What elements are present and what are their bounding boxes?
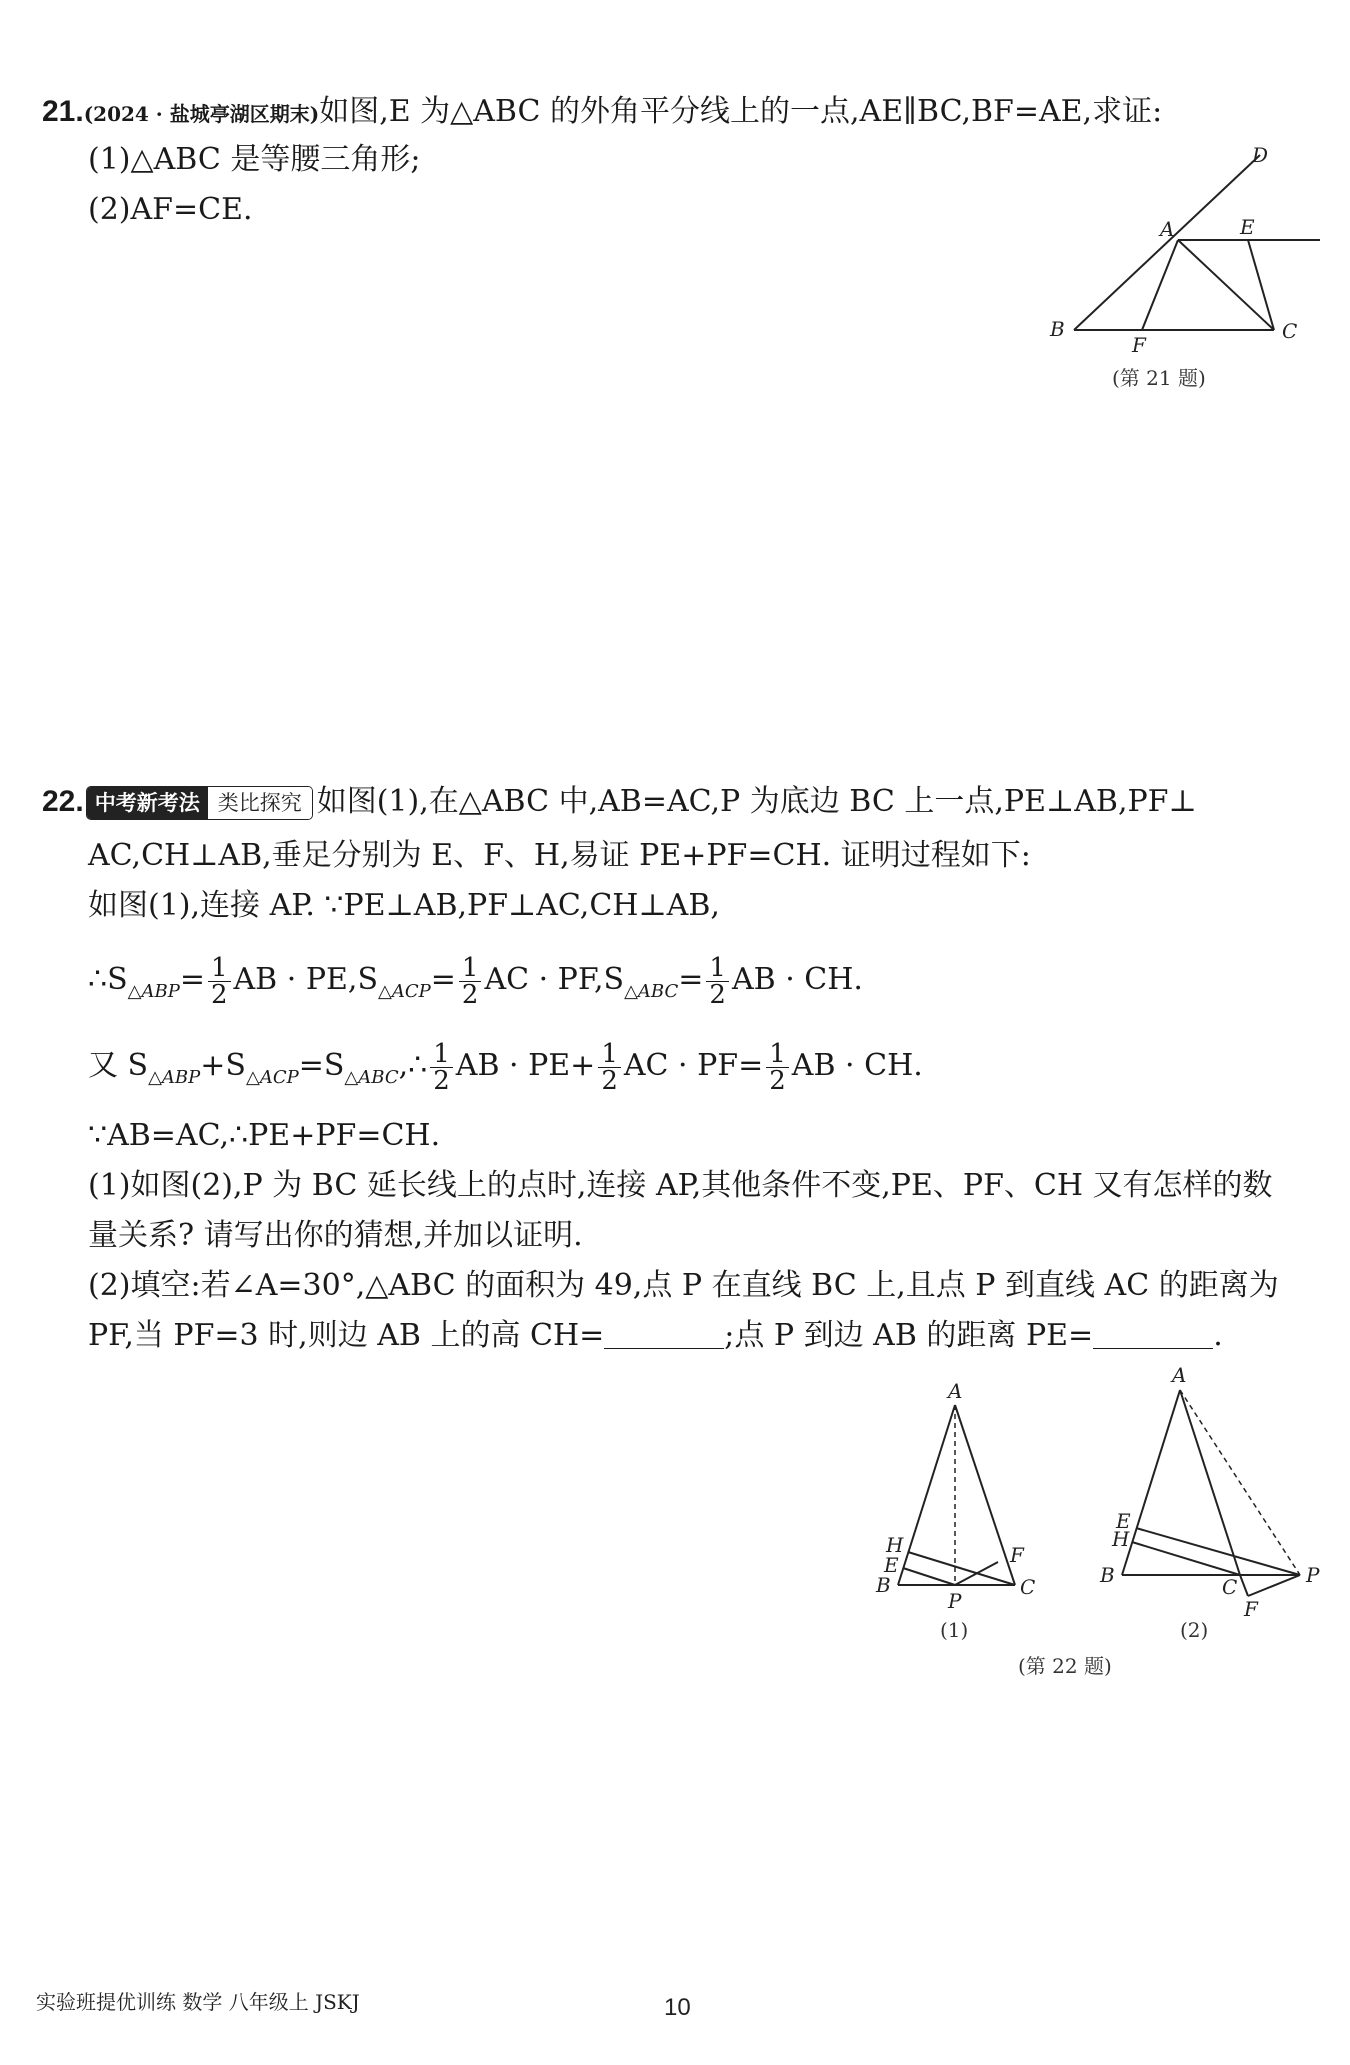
- q22-line2: AC,CH⊥AB,垂足分别为 E、F、H,易证 PE+PF=CH. 证明过程如下:: [88, 838, 1031, 873]
- fig1-line-pe: [903, 1568, 955, 1585]
- q22-tag-light: 类比探究: [208, 787, 312, 819]
- q21-figure: [1030, 140, 1330, 360]
- frac-num: 1: [208, 955, 231, 982]
- q21-source: (2024 · 盐城亭湖区期末): [83, 102, 320, 126]
- q21-label-c: C: [1282, 319, 1298, 343]
- frac-num: 1: [706, 955, 729, 982]
- q22-caption: (第 22 题): [1018, 1654, 1112, 1678]
- frac-num: 1: [598, 1041, 621, 1068]
- fig2-label-f: F: [1244, 1597, 1258, 1620]
- fig2-label-c: C: [1222, 1575, 1238, 1599]
- fig2-label-p: P: [1306, 1563, 1320, 1587]
- fig2-caption: (2): [1180, 1618, 1209, 1642]
- q22-line1: 如图(1),在△ABC 中,AB=AC,P 为底边 BC 上一点,PE⊥AB,PF⊥: [316, 784, 1197, 819]
- q22-proof2: [88, 1036, 923, 1108]
- q21-stem: 如图,E 为△ABC 的外角平分线上的一点,AE∥BC,BF=AE,求证:: [319, 94, 1163, 129]
- fig1-label-f: F: [1010, 1543, 1024, 1567]
- frac-num: 1: [766, 1041, 789, 1068]
- q22-tag: [86, 786, 313, 820]
- q22-part1-line1: (1)如图(2),P 为 BC 延长线上的点时,连接 AP,其他条件不变,PE、PF、CH 又有怎样的数: [88, 1168, 1273, 1203]
- q22-part2-line1: (2)填空:若∠A=30°,△ABC 的面积为 49,点 P 在直线 BC 上,且点 P 到直线 AC 的距离为: [88, 1268, 1279, 1303]
- fig1-label-b: B: [876, 1573, 891, 1597]
- frac-den: 2: [769, 1065, 786, 1096]
- q22-part2-text-c: .: [1213, 1318, 1223, 1353]
- page-number: 10: [664, 1994, 691, 2021]
- proof2-frac1: [430, 1038, 453, 1096]
- proof1-sub3: △ABC: [624, 981, 679, 1002]
- q22-tag-dark: 中考新考法: [87, 787, 208, 819]
- pe-answer-blank[interactable]: [1093, 1320, 1213, 1349]
- fig1-label-h: H: [886, 1533, 904, 1557]
- fig1-label-p: P: [948, 1589, 962, 1613]
- fig1-label-e: E: [884, 1553, 899, 1577]
- frac-den: 2: [461, 979, 479, 1010]
- q21-label-a: A: [1160, 217, 1175, 241]
- proof1-sub2: △ACP: [378, 981, 431, 1002]
- q22-figure-2: [1090, 1360, 1330, 1620]
- fig2-line-ac: [1180, 1390, 1240, 1575]
- q22-header: [42, 782, 1197, 822]
- proof2-t3: AB · CH.: [791, 1048, 923, 1083]
- q21-label-f: F: [1132, 333, 1146, 357]
- fig2-line-cf: [1240, 1575, 1248, 1596]
- fig2-line-fp: [1248, 1575, 1300, 1596]
- fig1-line-ch: [908, 1552, 1015, 1585]
- q21-label-e: E: [1240, 215, 1255, 239]
- proof1-t2: AC · PF,S: [484, 962, 625, 997]
- fig2-label-e: E: [1116, 1509, 1131, 1533]
- fig1-label-c: C: [1020, 1575, 1036, 1599]
- q22-part2-text-a: PF,当 PF=3 时,则边 AB 上的高 CH=: [88, 1318, 605, 1353]
- proof2-eq: =S: [298, 1048, 345, 1083]
- proof1-frac1: [208, 952, 231, 1010]
- frac-den: 2: [433, 1065, 450, 1096]
- q21-line-af: [1142, 240, 1178, 330]
- fig2-line-ap: [1180, 1390, 1300, 1575]
- fig1-line-ac: [955, 1405, 1015, 1585]
- frac-den: 2: [210, 979, 228, 1010]
- footer-book-title: 实验班提优训练 数学 八年级上 JSKJ: [36, 1990, 360, 2014]
- fig2-label-b: B: [1100, 1563, 1115, 1587]
- proof2-sub2: △ACP: [245, 1067, 299, 1088]
- fig2-label-a: A: [1172, 1363, 1187, 1387]
- proof1-t1: AB · PE,S: [233, 962, 379, 997]
- proof2-t1: AB · PE+: [455, 1048, 596, 1083]
- q22-part1-line2: 量关系? 请写出你的猜想,并加以证明.: [88, 1218, 583, 1253]
- frac-den: 2: [601, 1065, 618, 1096]
- proof1-t3: AB · CH.: [731, 962, 863, 997]
- q21-label-b: B: [1050, 317, 1065, 341]
- q21-line-bd: [1074, 155, 1260, 330]
- fig2-label-h: H: [1112, 1527, 1130, 1551]
- fig1-label-a: A: [948, 1380, 963, 1403]
- proof2-plus: +S: [200, 1048, 246, 1083]
- proof2-sub3: △ABC: [344, 1067, 399, 1088]
- frac-num: 1: [430, 1041, 453, 1068]
- proof2-frac3: [766, 1038, 789, 1096]
- q22-number: 22.: [42, 785, 84, 818]
- fig1-caption: (1): [940, 1618, 969, 1642]
- q21-label-d: D: [1252, 143, 1269, 167]
- q21-caption: (第 21 题): [1112, 366, 1206, 390]
- proof2-t2: AC · PF=: [623, 1048, 764, 1083]
- fig2-line-ch: [1132, 1542, 1240, 1575]
- q21-part1: (1)△ABC 是等腰三角形;: [88, 142, 421, 177]
- proof2-therefore: ,∴: [398, 1048, 428, 1083]
- frac-den: 2: [709, 979, 726, 1010]
- proof1-frac2: [459, 952, 482, 1010]
- proof1-eq3: =: [678, 962, 704, 997]
- q21-part2: (2)AF=CE.: [88, 192, 253, 227]
- q22-line3: 如图(1),连接 AP. ∵PE⊥AB,PF⊥AC,CH⊥AB,: [88, 888, 720, 923]
- fig1-line-pf: [955, 1562, 998, 1585]
- proof2-prefix: 又 S: [88, 1048, 149, 1083]
- proof1-frac3: [706, 952, 729, 1010]
- proof1-eq1: =: [179, 962, 205, 997]
- frac-num: 1: [459, 955, 482, 982]
- q22-part2-line2: [88, 1316, 1223, 1356]
- proof1-sub1: △ABP: [127, 981, 180, 1002]
- q22-figure-1: [870, 1380, 1050, 1630]
- q22-part2-text-b: ;点 P 到边 AB 的距离 PE=: [724, 1318, 1094, 1353]
- q21-number: 21.: [42, 95, 84, 128]
- q21-header: [42, 92, 1162, 134]
- proof2-sub1: △ABP: [148, 1067, 201, 1088]
- q22-proof3: ∵AB=AC,∴PE+PF=CH.: [88, 1118, 441, 1153]
- proof1-eq2: =: [430, 962, 456, 997]
- proof1-prefix: ∴S: [88, 962, 128, 997]
- q22-proof1: [88, 950, 863, 1022]
- ch-answer-blank[interactable]: [604, 1320, 724, 1349]
- proof2-frac2: [598, 1038, 621, 1096]
- q21-line-ac: [1178, 240, 1274, 330]
